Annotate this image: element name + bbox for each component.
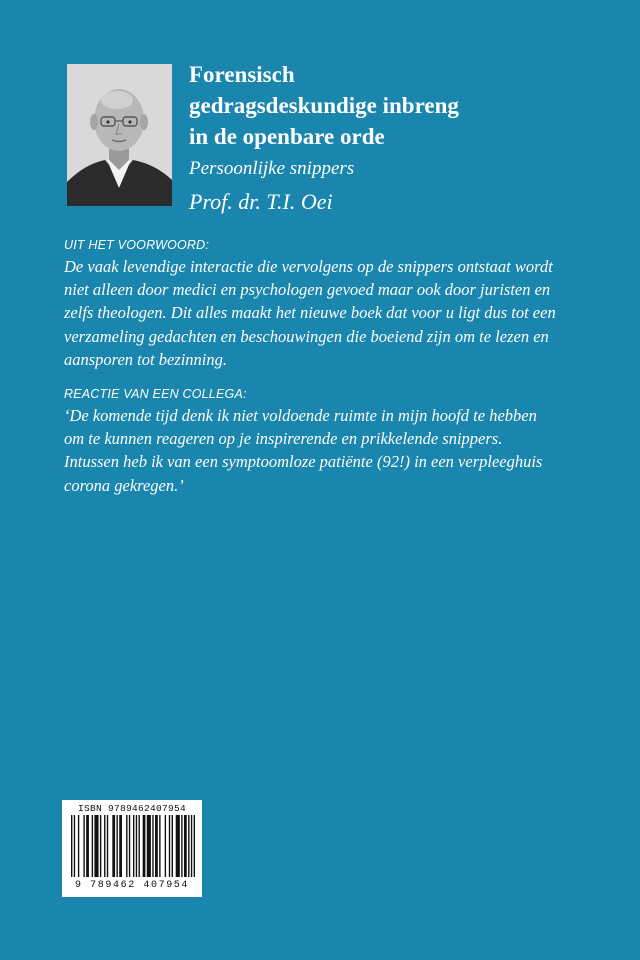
barcode-bar [147, 815, 151, 877]
book-title-line: Forensisch [189, 62, 295, 87]
barcode-bar [94, 815, 98, 877]
section-label-colleague: REACTIE VAN EEN COLLEGA: [64, 387, 247, 401]
barcode-bar [169, 815, 170, 877]
barcode-bar [133, 815, 134, 877]
barcode-bar [119, 815, 122, 877]
barcode-bar [191, 815, 192, 877]
text-line: niet alleen door medici en psychologen gevoed maar ook door juristen en [64, 280, 551, 300]
text-line: om te kunnen reageren op je inspirerende en prikkelende snippers. [64, 429, 503, 449]
barcode-bar [155, 815, 158, 877]
book-title-line: in de openbare orde [189, 124, 385, 149]
barcode-bar [83, 815, 84, 877]
barcode-bar [129, 815, 130, 877]
barcode-bar [71, 815, 72, 877]
barcode-bar [74, 815, 75, 877]
isbn-label: ISBN 9789462407954 [77, 803, 187, 814]
text-line: De vaak levendige interactie die vervolgens op de snippers ontstaat wordt [64, 257, 553, 276]
barcode-bar [172, 815, 173, 877]
barcode-bar [152, 815, 153, 877]
text-line: corona gekregen.’ [64, 475, 184, 495]
barcode-bar [159, 815, 160, 877]
barcode-digits: 9 789462 407954 [74, 880, 189, 891]
text-line: ‘De komende tijd denk ik niet voldoende ruimte in mijn hoofd te hebben [64, 406, 537, 425]
barcode-bar [143, 815, 146, 877]
book-title [189, 59, 609, 152]
section-text-foreword [64, 255, 584, 371]
section-label-foreword: UIT HET VOORWOORD: [64, 238, 210, 252]
barcode-bar [139, 815, 140, 877]
barcode-bar [136, 815, 137, 877]
barcode-bar [78, 815, 79, 877]
barcode-bar [112, 815, 115, 877]
barcode-bar [100, 815, 101, 877]
barcode-bar [104, 815, 105, 877]
section-text-colleague [64, 404, 584, 497]
barcode-bar [116, 815, 117, 877]
text-line: aansporen tot bezinning. [64, 349, 228, 369]
barcode-bar [176, 815, 180, 877]
barcode-bar [181, 815, 182, 877]
book-title-line: gedragsdeskundige inbreng [189, 93, 459, 118]
text-line: Intussen heb ik van een symptoomloze patiënte (92!) in een verpleeghuis [64, 452, 543, 472]
text-line: zelfs theologen. Dit alles maakt het nieuwe boek dat voor u ligt dus tot een [64, 303, 556, 323]
barcode-bar [188, 815, 189, 877]
barcode-bar [126, 815, 127, 877]
barcode-bar [92, 815, 93, 877]
barcode-bar [165, 815, 166, 877]
barcode-bar [107, 815, 108, 877]
barcode-bar [194, 815, 195, 877]
barcode-bar [86, 815, 89, 877]
text-line: verzameling gedachten en beschouwingen die boeiend zijn om te lezen en [64, 326, 549, 346]
barcode-bars [71, 815, 195, 877]
isbn-barcode [62, 800, 202, 897]
book-subtitle: Persoonlijke snippers [189, 158, 355, 179]
barcode-bar [184, 815, 187, 877]
book-author: Prof. dr. T.I. Oei [189, 189, 333, 214]
author-photo [67, 64, 172, 206]
